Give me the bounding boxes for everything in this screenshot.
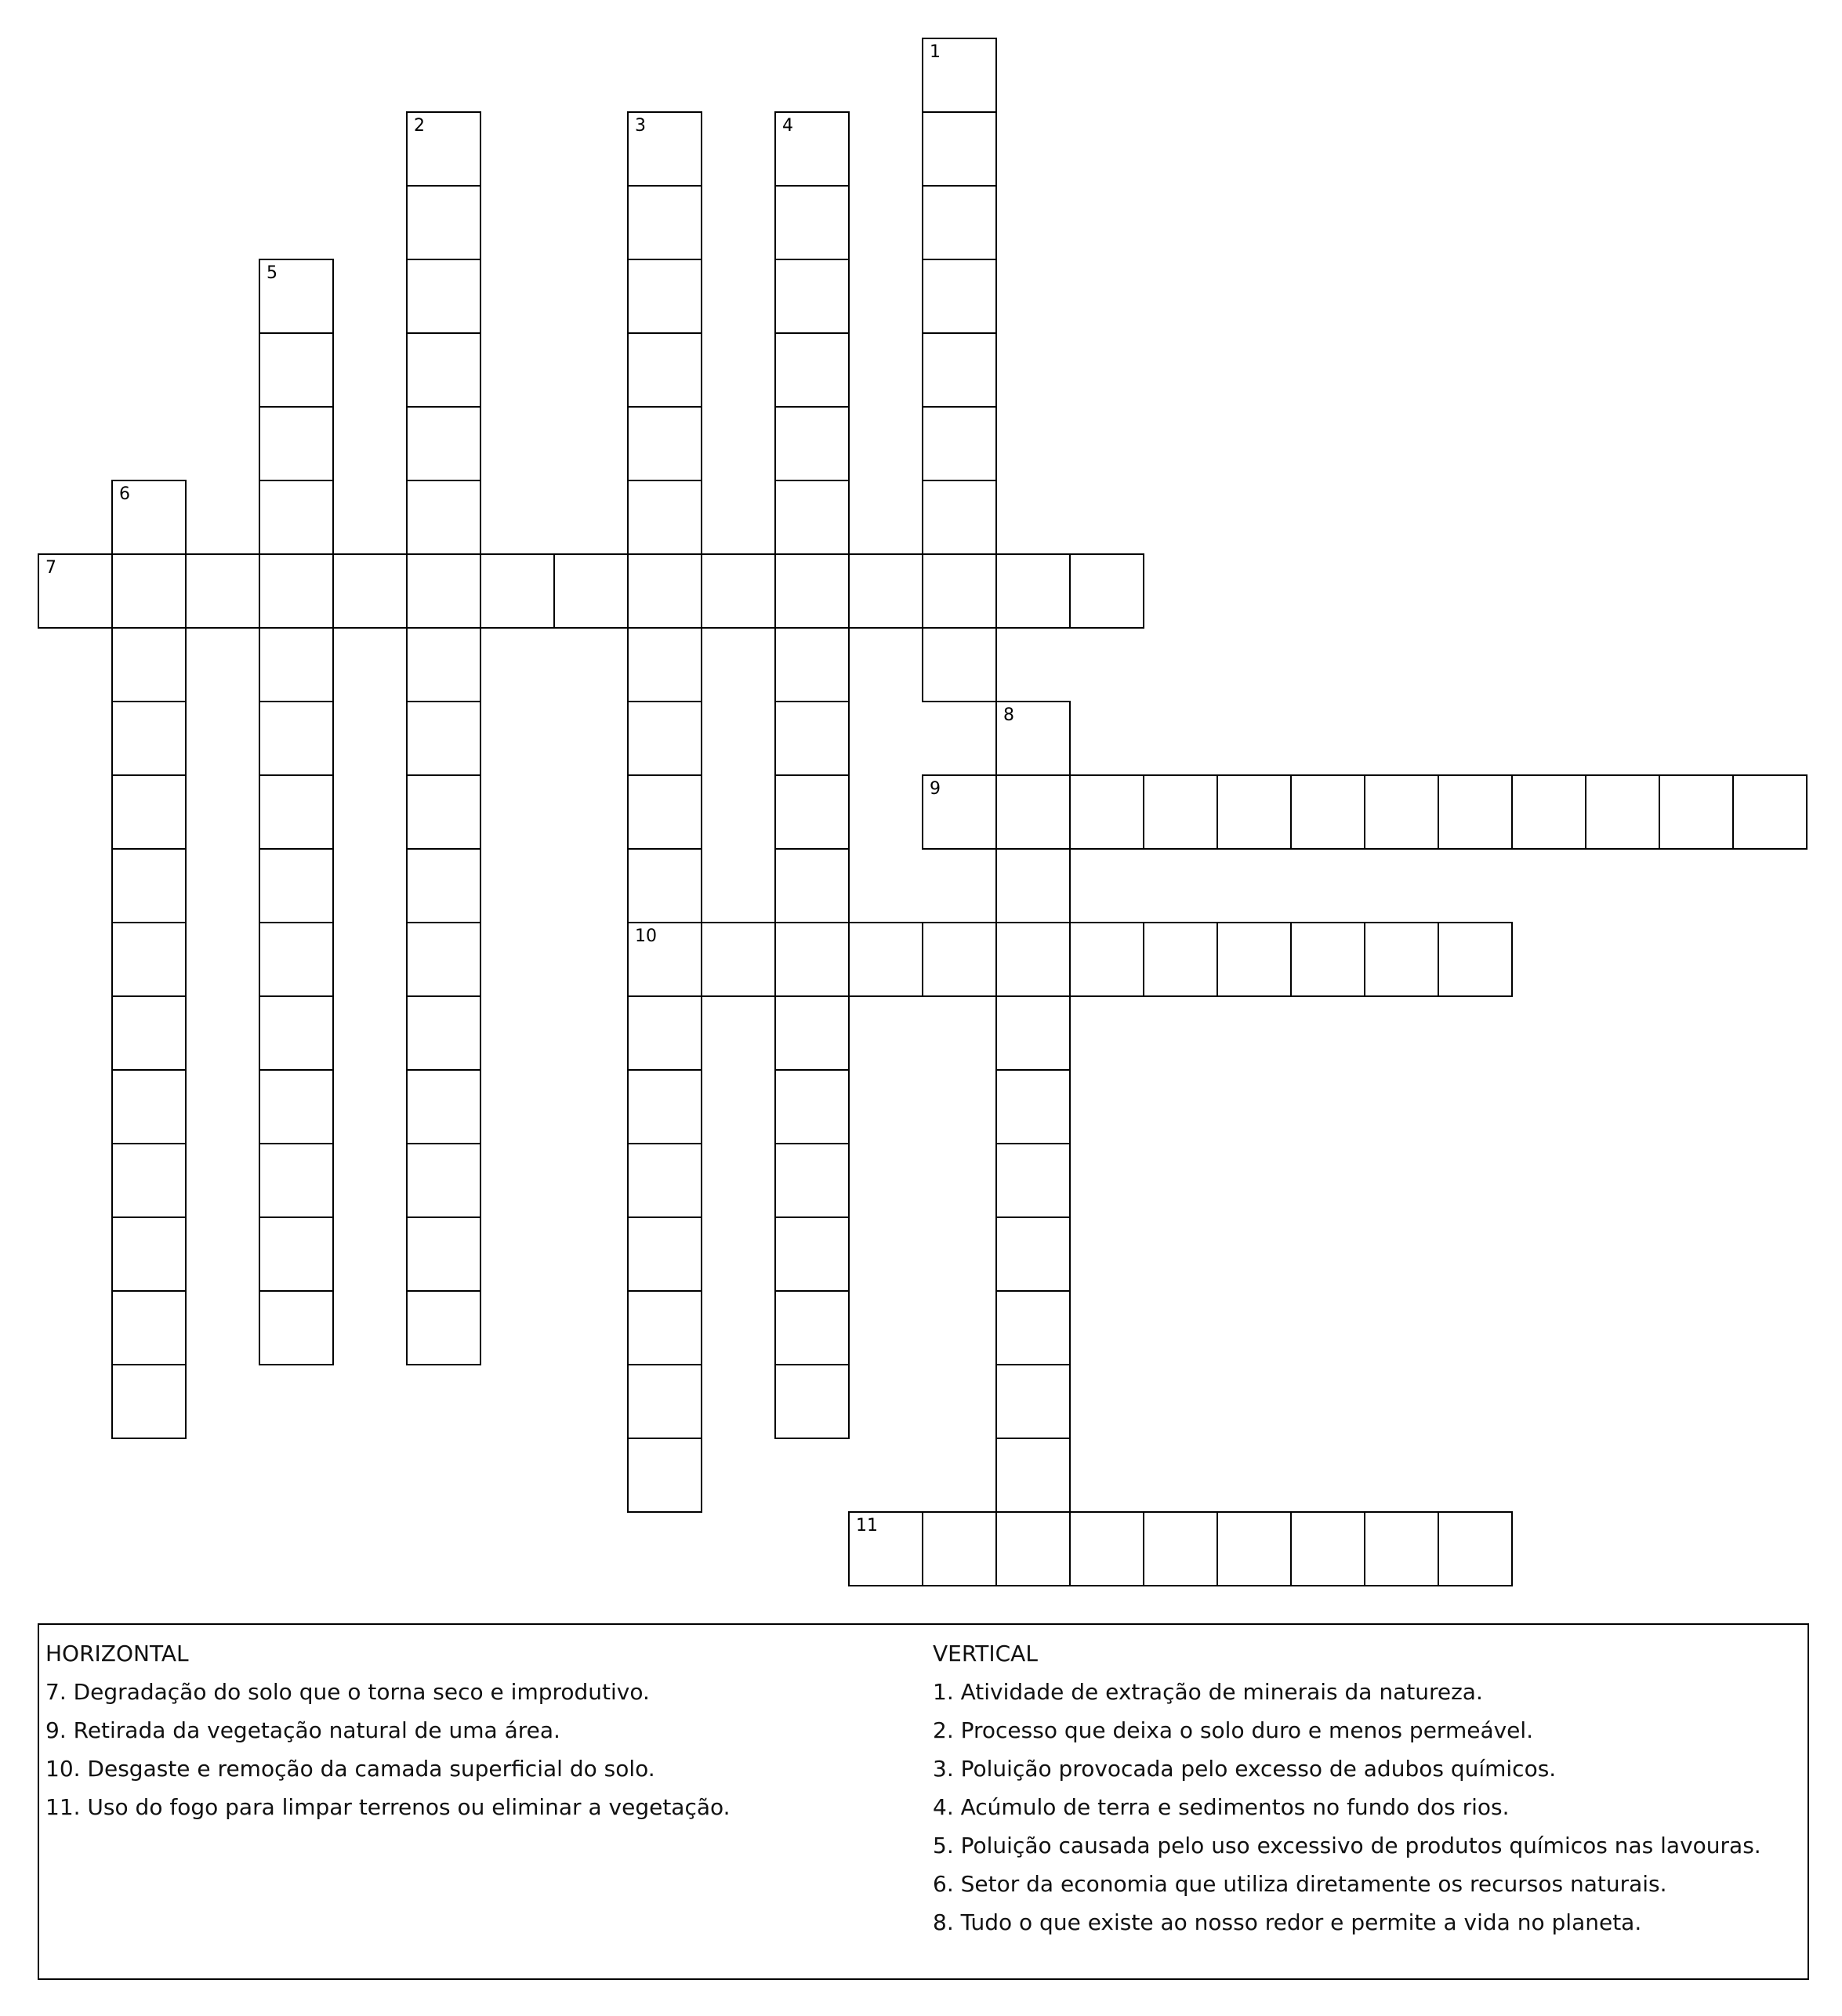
- crossword-cell[interactable]: [995, 774, 1071, 850]
- crossword-cell[interactable]: [406, 1143, 481, 1218]
- crossword-cell[interactable]: [774, 185, 850, 260]
- crossword-cell[interactable]: [1511, 774, 1586, 850]
- clue-number: 3: [635, 116, 646, 136]
- crossword-cell[interactable]: [1364, 922, 1439, 997]
- crossword-cell[interactable]: [1217, 774, 1292, 850]
- crossword-cell[interactable]: [38, 553, 113, 629]
- crossword-cell[interactable]: [995, 1216, 1071, 1292]
- crossword-cell[interactable]: [1290, 774, 1365, 850]
- clue-number: 5: [267, 263, 277, 283]
- clue-horizontal-9: 9. Retirada da vegetação natural de uma área.: [45, 1717, 560, 1743]
- crossword-cell[interactable]: [995, 1364, 1071, 1439]
- clue-number: 4: [782, 116, 793, 136]
- crossword-cell[interactable]: [922, 627, 997, 702]
- crossword-cell[interactable]: [627, 185, 702, 260]
- crossword-cell[interactable]: [701, 553, 776, 629]
- crossword-cell[interactable]: [1069, 774, 1144, 850]
- crossword-cell[interactable]: [774, 701, 850, 776]
- crossword-cell[interactable]: [995, 1069, 1071, 1144]
- crossword-cell[interactable]: [406, 553, 481, 629]
- crossword-cell[interactable]: [627, 701, 702, 776]
- crossword-cell[interactable]: [627, 1290, 702, 1365]
- crossword-cell[interactable]: [1143, 922, 1218, 997]
- crossword-cell[interactable]: [259, 1143, 334, 1218]
- crossword-cell[interactable]: [1143, 774, 1218, 850]
- crossword-cell[interactable]: [406, 995, 481, 1071]
- crossword-cell[interactable]: [627, 627, 702, 702]
- crossword-cell[interactable]: [922, 1511, 997, 1586]
- crossword-cell[interactable]: [1438, 1511, 1513, 1586]
- crossword-cell[interactable]: [259, 1069, 334, 1144]
- crossword-cell[interactable]: [1364, 774, 1439, 850]
- crossword-cell[interactable]: [111, 1143, 187, 1218]
- crossword-cell[interactable]: [922, 922, 997, 997]
- crossword-cell[interactable]: [1217, 1511, 1292, 1586]
- crossword-cell[interactable]: [1732, 774, 1808, 850]
- clue-number: 2: [414, 116, 425, 136]
- vertical-clues-title: VERTICAL: [933, 1641, 1038, 1666]
- clues-box: [38, 1623, 1809, 1980]
- crossword-cell[interactable]: [627, 1364, 702, 1439]
- clue-horizontal-10: 10. Desgaste e remoção da camada superficial do solo.: [45, 1756, 655, 1782]
- crossword-cell[interactable]: [111, 480, 187, 555]
- crossword-cell[interactable]: [111, 995, 187, 1071]
- crossword-cell[interactable]: [259, 332, 334, 408]
- crossword-cell[interactable]: [995, 1511, 1071, 1586]
- crossword-cell[interactable]: [627, 774, 702, 850]
- crossword-cell[interactable]: [922, 332, 997, 408]
- crossword-cell[interactable]: [922, 774, 997, 850]
- crossword-cell[interactable]: [627, 111, 702, 187]
- crossword-cell[interactable]: [627, 553, 702, 629]
- crossword-cell[interactable]: [774, 1290, 850, 1365]
- crossword-cell[interactable]: [406, 185, 481, 260]
- crossword-cell[interactable]: [1585, 774, 1660, 850]
- crossword-cell[interactable]: [406, 1290, 481, 1365]
- clue-vertical-5: 5. Poluição causada pelo uso excessivo de produtos químicos nas lavouras.: [933, 1833, 1761, 1858]
- crossword-cell[interactable]: [1069, 1511, 1144, 1586]
- crossword-cell[interactable]: [922, 185, 997, 260]
- crossword-cell[interactable]: [111, 848, 187, 923]
- crossword-cell[interactable]: [406, 406, 481, 481]
- crossword-cell[interactable]: [480, 553, 555, 629]
- crossword-cell[interactable]: [995, 922, 1071, 997]
- crossword-cell[interactable]: [627, 1438, 702, 1513]
- crossword-cell[interactable]: [259, 701, 334, 776]
- crossword-cell[interactable]: [774, 1143, 850, 1218]
- crossword-cell[interactable]: [406, 259, 481, 334]
- vertical-clues: [933, 1634, 1795, 1942]
- clue-vertical-1: 1. Atividade de extração de minerais da natureza.: [933, 1679, 1483, 1705]
- crossword-cell[interactable]: [627, 1143, 702, 1218]
- crossword-cell[interactable]: [406, 332, 481, 408]
- crossword-cell[interactable]: [995, 1143, 1071, 1218]
- crossword-cell[interactable]: [111, 1364, 187, 1439]
- crossword-cell[interactable]: [995, 1438, 1071, 1513]
- crossword-cell[interactable]: [922, 259, 997, 334]
- crossword-cell[interactable]: [259, 553, 334, 629]
- crossword-cell[interactable]: [627, 332, 702, 408]
- clue-vertical-2: 2. Processo que deixa o solo duro e menos permeável.: [933, 1717, 1534, 1743]
- crossword-cell[interactable]: [259, 406, 334, 481]
- clue-vertical-3: 3. Poluição provocada pelo excesso de adubos químicos.: [933, 1756, 1557, 1782]
- crossword-cell[interactable]: [1217, 922, 1292, 997]
- crossword-cell[interactable]: [111, 627, 187, 702]
- crossword-cell[interactable]: [259, 922, 334, 997]
- crossword-cell[interactable]: [1290, 1511, 1365, 1586]
- crossword-cell[interactable]: [111, 774, 187, 850]
- crossword-cell[interactable]: [922, 553, 997, 629]
- crossword-cell[interactable]: [111, 1290, 187, 1365]
- clue-number: 7: [45, 558, 56, 578]
- crossword-cell[interactable]: [774, 922, 850, 997]
- crossword-cell[interactable]: [406, 627, 481, 702]
- crossword-cell[interactable]: [259, 995, 334, 1071]
- crossword-cell[interactable]: [627, 406, 702, 481]
- crossword-cell[interactable]: [995, 553, 1071, 629]
- clue-vertical-6: 6. Setor da economia que utiliza diretamente os recursos naturais.: [933, 1871, 1667, 1897]
- crossword-cell[interactable]: [111, 701, 187, 776]
- clue-number: 10: [635, 926, 657, 946]
- crossword-cell[interactable]: [627, 995, 702, 1071]
- crossword-cell[interactable]: [1438, 922, 1513, 997]
- clue-number: 6: [119, 484, 130, 504]
- crossword-cell[interactable]: [627, 1216, 702, 1292]
- crossword-cell[interactable]: [406, 111, 481, 187]
- crossword-cell[interactable]: [111, 553, 187, 629]
- crossword-cell[interactable]: [774, 848, 850, 923]
- crossword-cell[interactable]: [406, 701, 481, 776]
- crossword-cell[interactable]: [774, 259, 850, 334]
- crossword-cell[interactable]: [848, 922, 923, 997]
- crossword-cell[interactable]: [259, 1216, 334, 1292]
- crossword-cell[interactable]: [627, 848, 702, 923]
- crossword-cell[interactable]: [259, 480, 334, 555]
- clue-number: 8: [1003, 705, 1014, 725]
- crossword-cell[interactable]: [259, 848, 334, 923]
- crossword-cell[interactable]: [1069, 922, 1144, 997]
- crossword-cell[interactable]: [1069, 553, 1144, 629]
- crossword-cell[interactable]: [848, 1511, 923, 1586]
- crossword-cell[interactable]: [995, 995, 1071, 1071]
- crossword-cell[interactable]: [774, 480, 850, 555]
- crossword-cell[interactable]: [995, 701, 1071, 776]
- crossword-cell[interactable]: [1659, 774, 1734, 850]
- crossword-cell[interactable]: [774, 627, 850, 702]
- crossword-cell[interactable]: [1290, 922, 1365, 997]
- crossword-cell[interactable]: [185, 553, 260, 629]
- horizontal-clues-title: HORIZONTAL: [45, 1641, 189, 1666]
- crossword-cell[interactable]: [111, 922, 187, 997]
- crossword-cell[interactable]: [406, 774, 481, 850]
- clue-vertical-4: 4. Acúmulo de terra e sedimentos no fundo dos rios.: [933, 1794, 1510, 1820]
- crossword-cell[interactable]: [774, 553, 850, 629]
- crossword-cell[interactable]: [995, 1290, 1071, 1365]
- crossword-cell[interactable]: [774, 111, 850, 187]
- crossword-cell[interactable]: [259, 774, 334, 850]
- clue-horizontal-7: 7. Degradação do solo que o torna seco e improdutivo.: [45, 1679, 650, 1705]
- crossword-cell[interactable]: [406, 1069, 481, 1144]
- crossword-cell[interactable]: [406, 1216, 481, 1292]
- clue-horizontal-11: 11. Uso do fogo para limpar terrenos ou eliminar a vegetação.: [45, 1794, 731, 1820]
- crossword-cell[interactable]: [627, 922, 702, 997]
- clue-number: 9: [930, 779, 941, 799]
- crossword-cell[interactable]: [1438, 774, 1513, 850]
- crossword-cell[interactable]: [259, 259, 334, 334]
- crossword-cell[interactable]: [111, 1069, 187, 1144]
- crossword-cell[interactable]: [553, 553, 629, 629]
- crossword-cell[interactable]: [774, 406, 850, 481]
- clue-number: 1: [930, 42, 941, 62]
- crossword-cell[interactable]: [332, 553, 408, 629]
- crossword-cell[interactable]: [627, 480, 702, 555]
- crossword-cell[interactable]: [995, 848, 1071, 923]
- crossword-cell[interactable]: [259, 627, 334, 702]
- crossword-cell[interactable]: [259, 1290, 334, 1365]
- crossword-cell[interactable]: [406, 480, 481, 555]
- crossword-cell[interactable]: [774, 1364, 850, 1439]
- clue-number: 11: [856, 1516, 878, 1536]
- crossword-cell[interactable]: [1364, 1511, 1439, 1586]
- crossword-cell[interactable]: [922, 480, 997, 555]
- crossword-cell[interactable]: [111, 1216, 187, 1292]
- clue-vertical-8: 8. Tudo o que existe ao nosso redor e permite a vida no planeta.: [933, 1909, 1642, 1935]
- crossword-cell[interactable]: [774, 332, 850, 408]
- crossword-cell[interactable]: [774, 1069, 850, 1144]
- crossword-cell[interactable]: [922, 111, 997, 187]
- crossword-cell[interactable]: [922, 406, 997, 481]
- crossword-cell[interactable]: [922, 38, 997, 113]
- crossword-cell[interactable]: [774, 995, 850, 1071]
- crossword-cell[interactable]: [848, 553, 923, 629]
- crossword-cell[interactable]: [701, 922, 776, 997]
- crossword-cell[interactable]: [406, 922, 481, 997]
- crossword-cell[interactable]: [774, 1216, 850, 1292]
- crossword-cell[interactable]: [406, 848, 481, 923]
- crossword-cell[interactable]: [627, 1069, 702, 1144]
- crossword-cell[interactable]: [1143, 1511, 1218, 1586]
- horizontal-clues: [45, 1634, 908, 1826]
- crossword-cell[interactable]: [627, 259, 702, 334]
- crossword-cell[interactable]: [774, 774, 850, 850]
